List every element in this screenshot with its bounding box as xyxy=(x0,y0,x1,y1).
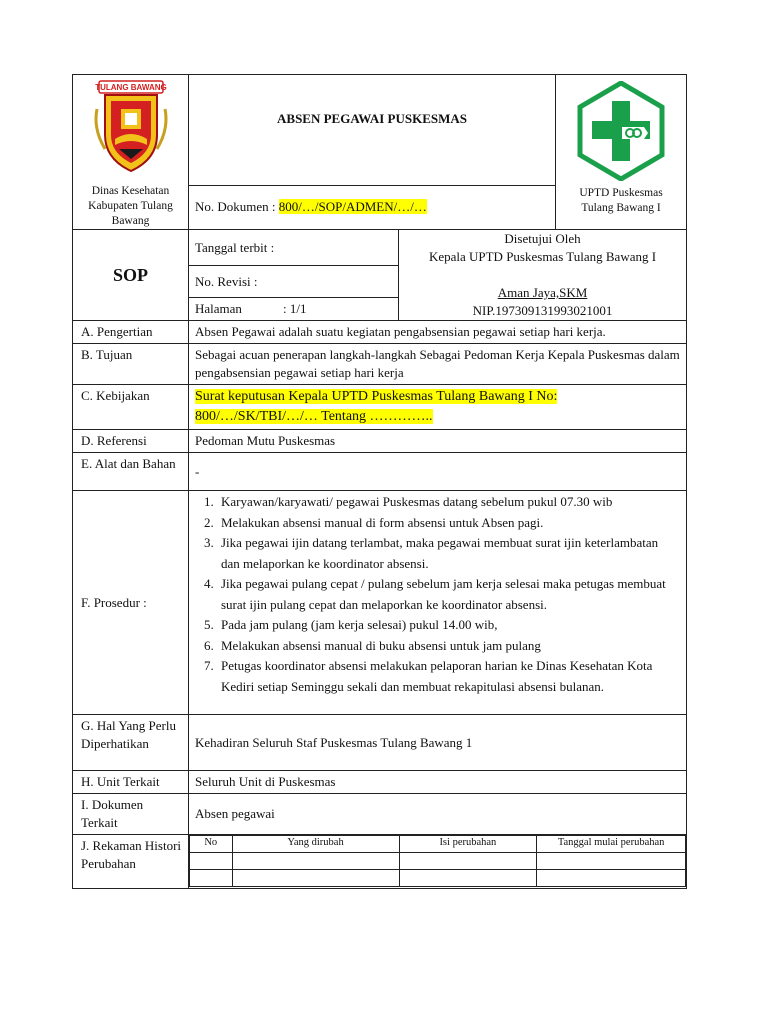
approver-name: Aman Jaya,SKM xyxy=(497,285,588,300)
histori-label: J. Rekaman Histori Perubahan xyxy=(73,835,189,889)
halaman-label: Halaman xyxy=(195,301,242,316)
prosedur-steps xyxy=(195,492,680,697)
pengertian-value: Absen Pegawai adalah suatu kegiatan pengabsensian pegawai setiap hari kerja. xyxy=(189,321,687,344)
prosedur-step: 7. Petugas koordinator absensi melakukan pelaporan harian ke Dinas Kesehatan Kota Kediri setiap Seminggu sekali dan membuat rekapitulasi absensi bulanan. xyxy=(217,656,680,697)
prosedur-step: 6. Melakukan absensi manual di buku absensi untuk jam pulang xyxy=(217,636,680,657)
history-header: No xyxy=(190,836,233,853)
referensi-label: D. Referensi xyxy=(73,430,189,453)
tujuan-value: Sebagai acuan penerapan langkah-langkah Sebagai Pedoman Kerja Kepala Puskesmas dalam pengabsensian pegawai setiap hari kerja xyxy=(189,344,687,385)
kebijakan-line-1: Surat keputusan Kepala UPTD Puskesmas Tulang Bawang I No: xyxy=(195,389,558,404)
tujuan-label: B. Tujuan xyxy=(73,344,189,385)
crest-banner-text: TULANG BAWANG xyxy=(94,83,167,92)
prosedur-value xyxy=(189,491,687,715)
prosedur-step: 2. Melakukan absensi manual di form absensi untuk Absen pagi. xyxy=(217,513,680,534)
referensi-value: Pedoman Mutu Puskesmas xyxy=(189,430,687,453)
sop-document xyxy=(72,74,686,889)
prosedur-label: F. Prosedur : xyxy=(73,491,189,715)
hal-perlu-label: G. Hal Yang Perlu Diperhatikan xyxy=(73,715,189,771)
sop-label: SOP xyxy=(73,230,189,321)
prosedur-step: 3. Jika pegawai ijin datang terlambat, maka pegawai membuat surat ijin keterlambatan dan melaporkan ke koordinator absensi. xyxy=(217,533,680,574)
left-logo-cell xyxy=(73,75,189,230)
unit-terkait-label: H. Unit Terkait xyxy=(73,771,189,794)
history-table xyxy=(189,835,686,887)
prosedur-step: 4. Jika pegawai pulang cepat / pulang sebelum jam kerja selesai maka petugas membuat surat ijin pulang cepat dan melaporkan ke koordinator absensi. xyxy=(217,574,680,615)
sop-table xyxy=(72,74,687,889)
doc-number-value: 800/…/SOP/ADMEN/…/… xyxy=(278,199,427,215)
right-logo-cell xyxy=(556,75,687,230)
approval-cell xyxy=(399,230,687,321)
kebijakan-line-2: 800/…/SK/TBI/…/… Tentang ………….. xyxy=(195,409,433,424)
puskesmas-logo-icon xyxy=(574,81,668,181)
kebijakan-label: C. Kebijakan xyxy=(73,385,189,430)
table-row xyxy=(190,870,686,887)
kebijakan-value xyxy=(189,385,687,430)
pengertian-label: A. Pengertian xyxy=(73,321,189,344)
document-title: ABSEN PEGAWAI PUSKESMAS xyxy=(189,75,556,186)
doc-number-label: No. Dokumen : xyxy=(195,199,276,215)
left-org-name: Dinas Kesehatan Kabupaten Tulang Bawang xyxy=(88,185,173,227)
approver-title: Kepala UPTD Puskesmas Tulang Bawang I xyxy=(428,249,657,264)
unit-terkait-value: Seluruh Unit di Puskesmas xyxy=(189,771,687,794)
tanggal-terbit-label: Tanggal terbit : xyxy=(189,230,399,266)
halaman-cell xyxy=(189,298,399,321)
prosedur-step: 1. Karyawan/karyawati/ pegawai Puskesmas datang sebelum pukul 07.30 wib xyxy=(217,492,680,513)
history-header: Tanggal mulai perubahan xyxy=(537,836,686,853)
tulang-bawang-crest-icon xyxy=(91,79,171,175)
history-header: Isi perubahan xyxy=(399,836,537,853)
dokumen-terkait-label: I. Dokumen Terkait xyxy=(73,794,189,835)
histori-cell xyxy=(189,835,687,889)
prosedur-step: 5. Pada jam pulang (jam kerja selesai) pukul 14.00 wib, xyxy=(217,615,680,636)
no-revisi-label: No. Revisi : xyxy=(189,266,399,298)
right-org-name: UPTD Puskesmas Tulang Bawang I xyxy=(579,187,663,214)
alat-bahan-value: - xyxy=(189,453,687,491)
approver-nip: NIP.197309131993021001 xyxy=(472,303,613,318)
hal-perlu-value: Kehadiran Seluruh Staf Puskesmas Tulang Bawang 1 xyxy=(189,715,687,771)
doc-number-cell xyxy=(189,185,556,229)
history-header-row xyxy=(190,836,686,853)
dokumen-terkait-value: Absen pegawai xyxy=(189,794,687,835)
halaman-value: : 1/1 xyxy=(283,301,307,316)
table-row xyxy=(190,853,686,870)
history-header: Yang dirubah xyxy=(232,836,399,853)
alat-bahan-label: E. Alat dan Bahan xyxy=(73,453,189,491)
approved-by-text: Disetujui Oleh xyxy=(504,231,581,246)
